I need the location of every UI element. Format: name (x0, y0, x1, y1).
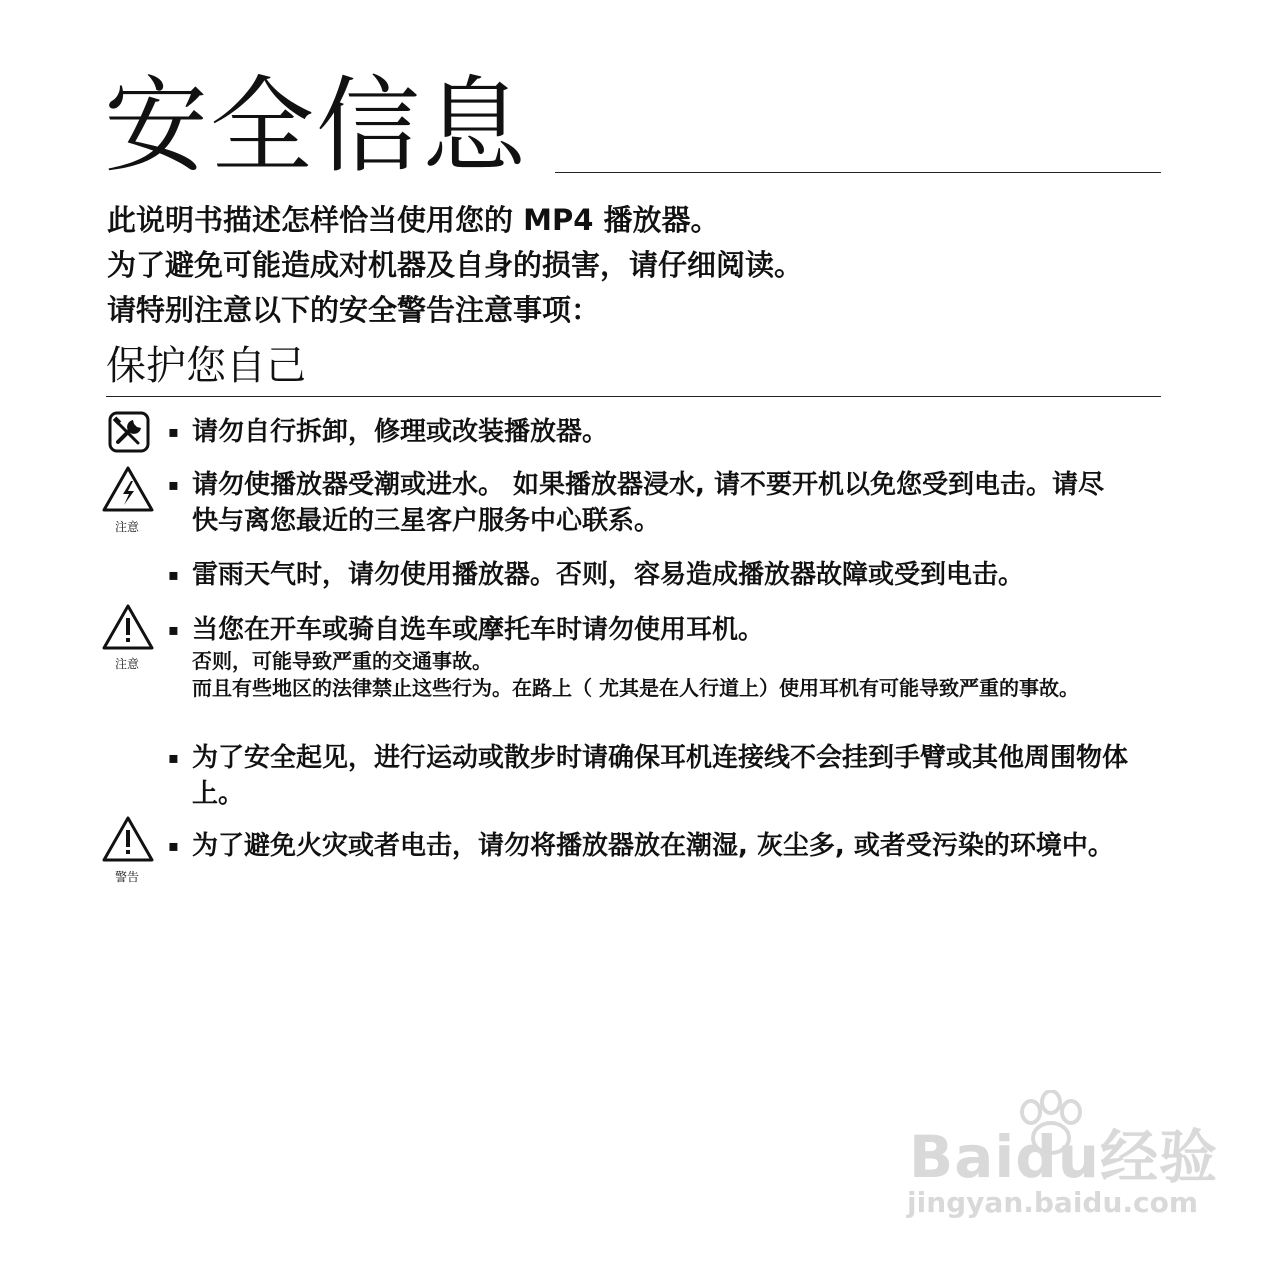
bullet: ▪ (168, 620, 179, 639)
bullet: ▪ (168, 422, 179, 441)
intro-line: 请特别注意以下的安全警告注意事项： (107, 293, 601, 327)
section-divider (106, 396, 1161, 397)
page-title: 安全信息 (104, 65, 529, 187)
electric-shock-caution-icon (101, 465, 155, 513)
exclamation-caution-icon (101, 603, 155, 651)
safety-item-detail-text: 而且有些地区的法律禁止这些行为。在路上（ 尤其是在人行道上）使用耳机有可能导致严重的事故。 (192, 676, 1079, 700)
watermark-url: jingyan.baidu.com (907, 1186, 1199, 1219)
intro-line: 此说明书描述怎样恰当使用您的 MP4 播放器。 (107, 203, 720, 237)
safety-item-detail-text: 否则，可能导致严重的交通事故。 (192, 649, 492, 673)
safety-item (168, 467, 1118, 539)
safety-item (168, 612, 1158, 648)
bullet: ▪ (168, 836, 179, 855)
intro-paragraph (107, 198, 803, 333)
title-divider (555, 172, 1161, 173)
warning-label: 警告 (115, 870, 140, 884)
watermark-brand: Baidu经验 (909, 1123, 1219, 1191)
bullet: ▪ (168, 748, 179, 767)
safety-item-text: 为了避免火灾或者电击，请勿将播放器放在潮湿, 灰尘多, 或者受污染的环境中。 (192, 831, 1114, 861)
bullet: ▪ (168, 565, 179, 584)
safety-item-detail (168, 648, 1128, 675)
safety-item-text: 为了安全起见，进行运动或散步时请确保耳机连接线不会挂到手臂或其他周围物体上。 (192, 743, 1129, 809)
exclamation-warning-icon (101, 815, 155, 863)
no-disassemble-icon (108, 411, 150, 453)
safety-item-text: 当您在开车或骑自选车或摩托车时请勿使用耳机。 (192, 615, 765, 645)
safety-item (168, 740, 1128, 812)
safety-item (168, 828, 1153, 864)
caution-label: 注意 (115, 520, 140, 534)
safety-item-text: 雷雨天气时，请勿使用播放器。否则，容易造成播放器故障或受到电击。 (192, 560, 1025, 590)
section-title: 保护您自己 (106, 343, 306, 389)
baidu-watermark (905, 1090, 1219, 1230)
safety-item-detail (168, 675, 1128, 702)
bullet: ▪ (168, 475, 179, 494)
caution-label: 注意 (115, 657, 140, 671)
safety-item-text: 请勿使播放器受潮或进水。 如果播放器浸水, 请不要开机以免您受到电击。请尽快与离您最近的三星客户服务中心联系。 (192, 470, 1104, 536)
safety-item-text: 请勿自行拆卸，修理或改装播放器。 (192, 417, 609, 447)
safety-item (168, 414, 1158, 450)
intro-line: 为了避免可能造成对机器及自身的损害，请仔细阅读。 (107, 248, 804, 282)
safety-item (168, 557, 1158, 593)
